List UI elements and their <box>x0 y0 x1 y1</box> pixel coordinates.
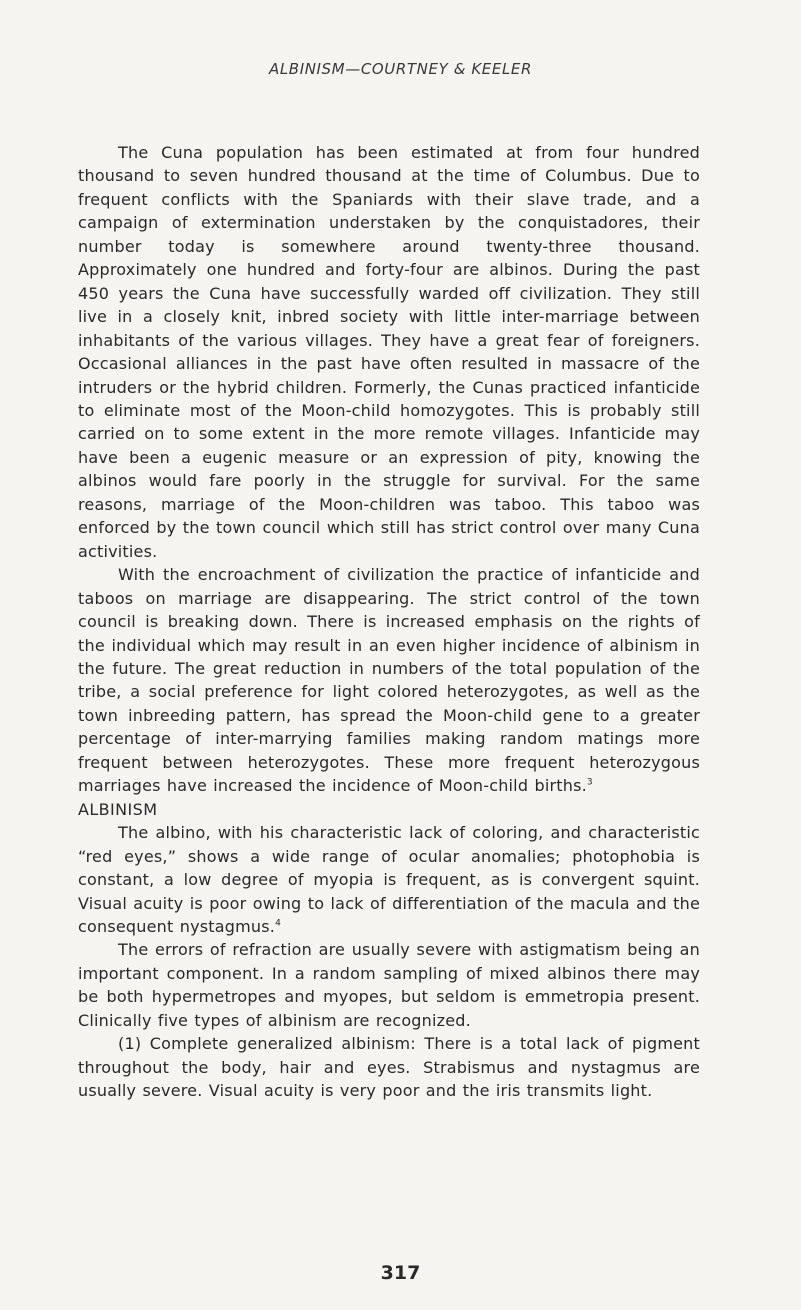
section-heading: ALBINISM <box>78 799 158 819</box>
footnote-ref: 4 <box>275 918 282 929</box>
paragraph-text: With the encroachment of civilization the practice of infanticide and taboos on marriage are disappearing. The strict control of the town council is breaking down. There is increased emphasis on the rights of the individual which may result in an even higher incidence of albinism in the future. The great reduction in numbers of the total population of the tribe, a social preference for light colored heterozygotes, as well as the town inbreeding pattern, has spread the Moon-child gene to a greater percentage of inter-marrying families making random matings more frequent between heterozygotes. These more frequent heterozygous marriages have increased the incidence of Moon-child births. <box>78 565 700 796</box>
article-body <box>78 141 700 1103</box>
footnote-ref: 3 <box>586 777 593 788</box>
paragraph-text: The errors of refraction are usually severe with astigmatism being an important component. In a random sampling of mixed albinos there may be both hypermetropes and myopes, but seldom is emmetropia present. Clinically five types of albinism are recognized. <box>78 940 700 1030</box>
running-head: ALBINISM—COURTNEY & KEELER <box>268 60 533 78</box>
paragraph-text: The Cuna population has been estimated at from four hundred thousand to seven hundred thousand at the time of Columbus. Due to frequent conflicts with the Spaniards with their slave trade, and a campaign of extermination understaken by the conquistadores, their number today is somewhere around twenty-three thousand. Approximately one hundred and forty-four are albinos. During the past 450 years the Cuna have successfully warded off civilization. They still live in a closely knit, inbred society with little inter-marriage between inhabitants of the various villages. They have a great fear of foreigners. Occasional alliances in the past have often resulted in massacre of the intruders or the hybrid children. Formerly, the Cunas practiced infanticide to eliminate most of the Moon-child homozygotes. This is probably still carried on to some extent in the more remote villages. Infanticide may have been a eugenic measure or an expression of pity, knowing the albinos would fare poorly in the struggle for survival. For the same reasons, marriage of the Moon-children was taboo. This taboo was enforced by the town council which still has strict control over many Cuna activities. <box>78 143 700 561</box>
paragraph-refraction-errors <box>78 938 700 1032</box>
page-number: 317 <box>380 1262 421 1284</box>
paragraph-cuna-population <box>78 141 700 563</box>
paragraph-civilization-encroachment <box>78 563 700 798</box>
paragraph-text: (1) Complete generalized albinism: There is a total lack of pigment throughout the body, hair and eyes. Strabismus and nystagmus are usually severe. Visual acuity is very poor and the iris transmits light. <box>78 1034 700 1101</box>
paragraph-complete-albinism <box>78 1032 700 1102</box>
paragraph-albino-ocular <box>78 821 700 938</box>
paragraph-text: The albino, with his characteristic lack of coloring, and characteristic “red eyes,” shows a wide range of ocular anomalies; photophobia is constant, a low degree of myopia is frequent, as is convergent squint. Visual acuity is poor owing to lack of differentiation of the macula and the consequent nystagmus. <box>78 823 700 936</box>
